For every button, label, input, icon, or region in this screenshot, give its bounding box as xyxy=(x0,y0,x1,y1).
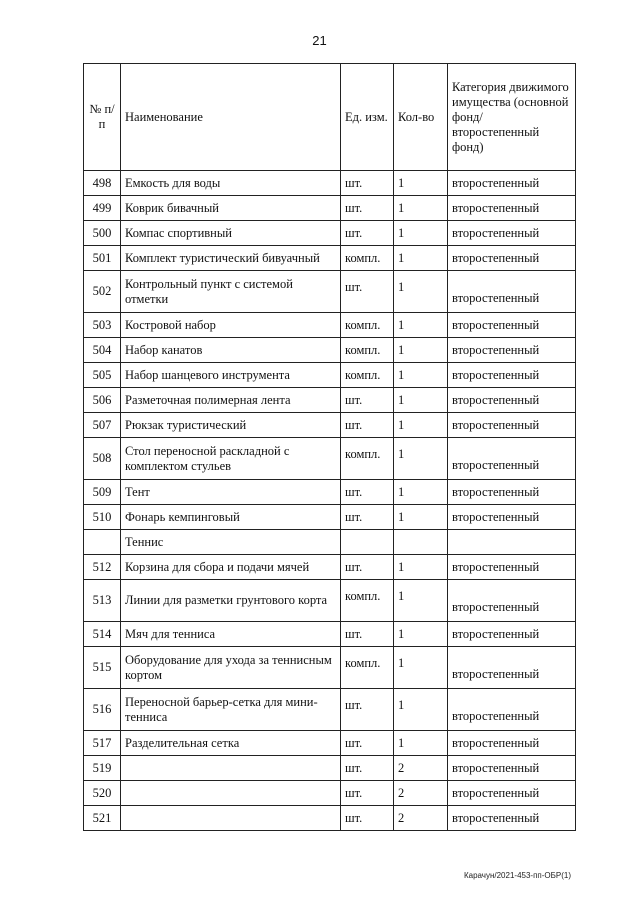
cell-category: второстепенный xyxy=(448,338,576,363)
cell-category: второстепенный xyxy=(448,647,576,689)
header-number: № п/п xyxy=(84,64,121,171)
cell-unit: шт. xyxy=(341,196,394,221)
cell-unit: шт. xyxy=(341,413,394,438)
cell-quantity: 1 xyxy=(394,505,448,530)
cell-unit: компл. xyxy=(341,580,394,622)
table-row xyxy=(84,246,576,271)
cell-quantity: 1 xyxy=(394,246,448,271)
cell-quantity: 2 xyxy=(394,756,448,781)
cell-name: Коврик бивачный xyxy=(121,196,341,221)
cell-name: Контрольный пункт с системой отметки xyxy=(121,271,341,313)
cell-category: второстепенный xyxy=(448,555,576,580)
cell-category: второстепенный xyxy=(448,171,576,196)
cell-name: Корзина для сбора и подачи мячей xyxy=(121,555,341,580)
cell-name: Набор канатов xyxy=(121,338,341,363)
cell-category: второстепенный xyxy=(448,271,576,313)
header-quantity: Кол-во xyxy=(394,64,448,171)
table-row xyxy=(84,647,576,689)
cell-number: 508 xyxy=(84,438,121,480)
cell-number: 507 xyxy=(84,413,121,438)
cell-name: Набор шанцевого инструмента xyxy=(121,363,341,388)
cell-name: Компас спортивный xyxy=(121,221,341,246)
cell-category: второстепенный xyxy=(448,580,576,622)
cell-quantity: 1 xyxy=(394,647,448,689)
cell-name: Мяч для тенниса xyxy=(121,622,341,647)
table-row xyxy=(84,555,576,580)
cell-number: 515 xyxy=(84,647,121,689)
cell-name: Тент xyxy=(121,480,341,505)
cell-category: второстепенный xyxy=(448,221,576,246)
cell-quantity: 1 xyxy=(394,555,448,580)
cell-quantity: 1 xyxy=(394,171,448,196)
table-row xyxy=(84,171,576,196)
cell-quantity: 1 xyxy=(394,438,448,480)
cell-number: 503 xyxy=(84,313,121,338)
cell-name: Фонарь кемпинговый xyxy=(121,505,341,530)
table-row xyxy=(84,622,576,647)
cell-quantity: 2 xyxy=(394,781,448,806)
cell-name xyxy=(121,806,341,831)
table-row xyxy=(84,413,576,438)
cell-name: Стол переносной раскладной с комплектом стульев xyxy=(121,438,341,480)
table-row xyxy=(84,271,576,313)
cell-category: второстепенный xyxy=(448,363,576,388)
cell-number: 513 xyxy=(84,580,121,622)
cell-unit: шт. xyxy=(341,756,394,781)
cell-name: Переносной барьер-сетка для мини-тенниса xyxy=(121,689,341,731)
cell-quantity xyxy=(394,530,448,555)
page-number: 21 xyxy=(312,33,327,48)
cell-number: 505 xyxy=(84,363,121,388)
cell-quantity: 1 xyxy=(394,580,448,622)
table-row xyxy=(84,480,576,505)
cell-unit: шт. xyxy=(341,731,394,756)
cell-number: 499 xyxy=(84,196,121,221)
cell-number: 517 xyxy=(84,731,121,756)
table-row xyxy=(84,781,576,806)
table-header-row xyxy=(84,64,576,171)
cell-unit: компл. xyxy=(341,363,394,388)
table-row xyxy=(84,438,576,480)
cell-quantity: 1 xyxy=(394,271,448,313)
table-row xyxy=(84,689,576,731)
cell-unit: шт. xyxy=(341,555,394,580)
cell-unit: шт. xyxy=(341,622,394,647)
cell-number: 504 xyxy=(84,338,121,363)
cell-quantity: 1 xyxy=(394,622,448,647)
cell-category: второстепенный xyxy=(448,622,576,647)
header-unit: Ед. изм. xyxy=(341,64,394,171)
table-row xyxy=(84,338,576,363)
cell-category: второстепенный xyxy=(448,480,576,505)
cell-name: Емкость для воды xyxy=(121,171,341,196)
cell-quantity: 1 xyxy=(394,413,448,438)
cell-unit: компл. xyxy=(341,313,394,338)
cell-number: 501 xyxy=(84,246,121,271)
table-row xyxy=(84,221,576,246)
cell-unit: компл. xyxy=(341,438,394,480)
cell-name: Оборудование для ухода за теннисным кортом xyxy=(121,647,341,689)
cell-name: Теннис xyxy=(121,530,341,555)
cell-category: второстепенный xyxy=(448,246,576,271)
cell-name xyxy=(121,781,341,806)
cell-quantity: 1 xyxy=(394,363,448,388)
cell-number: 521 xyxy=(84,806,121,831)
cell-quantity: 1 xyxy=(394,196,448,221)
cell-unit xyxy=(341,530,394,555)
cell-category: второстепенный xyxy=(448,505,576,530)
cell-unit: шт. xyxy=(341,781,394,806)
table-row xyxy=(84,196,576,221)
table-row xyxy=(84,388,576,413)
table-row xyxy=(84,580,576,622)
cell-number: 510 xyxy=(84,505,121,530)
cell-quantity: 1 xyxy=(394,388,448,413)
cell-quantity: 1 xyxy=(394,313,448,338)
cell-category: второстепенный xyxy=(448,806,576,831)
cell-quantity: 1 xyxy=(394,731,448,756)
table-row xyxy=(84,313,576,338)
cell-number: 520 xyxy=(84,781,121,806)
cell-quantity: 1 xyxy=(394,480,448,505)
table-row xyxy=(84,756,576,781)
table-row xyxy=(84,530,576,555)
table-row xyxy=(84,505,576,530)
cell-name: Линии для разметки грунтового корта xyxy=(121,580,341,622)
cell-unit: шт. xyxy=(341,171,394,196)
cell-unit: шт. xyxy=(341,271,394,313)
cell-quantity: 1 xyxy=(394,689,448,731)
cell-number xyxy=(84,530,121,555)
cell-name: Рюкзак туристический xyxy=(121,413,341,438)
cell-unit: шт. xyxy=(341,806,394,831)
cell-number: 514 xyxy=(84,622,121,647)
table-body xyxy=(84,171,576,831)
cell-unit: шт. xyxy=(341,388,394,413)
cell-name: Костровой набор xyxy=(121,313,341,338)
cell-category: второстепенный xyxy=(448,413,576,438)
cell-unit: шт. xyxy=(341,689,394,731)
cell-number: 516 xyxy=(84,689,121,731)
cell-quantity: 2 xyxy=(394,806,448,831)
header-name: Наименование xyxy=(121,64,341,171)
document-code: Карачун/2021-453-пп-ОБР(1) xyxy=(463,871,571,880)
cell-category: второстепенный xyxy=(448,781,576,806)
cell-category: второстепенный xyxy=(448,438,576,480)
inventory-table xyxy=(83,63,576,831)
cell-quantity: 1 xyxy=(394,221,448,246)
cell-name xyxy=(121,756,341,781)
cell-number: 506 xyxy=(84,388,121,413)
cell-number: 502 xyxy=(84,271,121,313)
cell-unit: шт. xyxy=(341,221,394,246)
cell-quantity: 1 xyxy=(394,338,448,363)
cell-category: второстепенный xyxy=(448,196,576,221)
cell-category: второстепенный xyxy=(448,313,576,338)
header-category: Категория движимого имущества (основной фонд/ второстепенный фонд) xyxy=(448,64,576,171)
cell-unit: шт. xyxy=(341,480,394,505)
cell-name: Разметочная полимерная лента xyxy=(121,388,341,413)
table-row xyxy=(84,806,576,831)
table-row xyxy=(84,363,576,388)
table-row xyxy=(84,731,576,756)
cell-unit: компл. xyxy=(341,338,394,363)
cell-category: второстепенный xyxy=(448,731,576,756)
cell-category xyxy=(448,530,576,555)
cell-number: 498 xyxy=(84,171,121,196)
cell-category: второстепенный xyxy=(448,756,576,781)
cell-name: Разделительная сетка xyxy=(121,731,341,756)
cell-category: второстепенный xyxy=(448,388,576,413)
cell-number: 519 xyxy=(84,756,121,781)
cell-number: 509 xyxy=(84,480,121,505)
cell-unit: компл. xyxy=(341,246,394,271)
cell-number: 500 xyxy=(84,221,121,246)
cell-number: 512 xyxy=(84,555,121,580)
cell-unit: компл. xyxy=(341,647,394,689)
cell-category: второстепенный xyxy=(448,689,576,731)
cell-unit: шт. xyxy=(341,505,394,530)
cell-name: Комплект туристический бивуачный xyxy=(121,246,341,271)
